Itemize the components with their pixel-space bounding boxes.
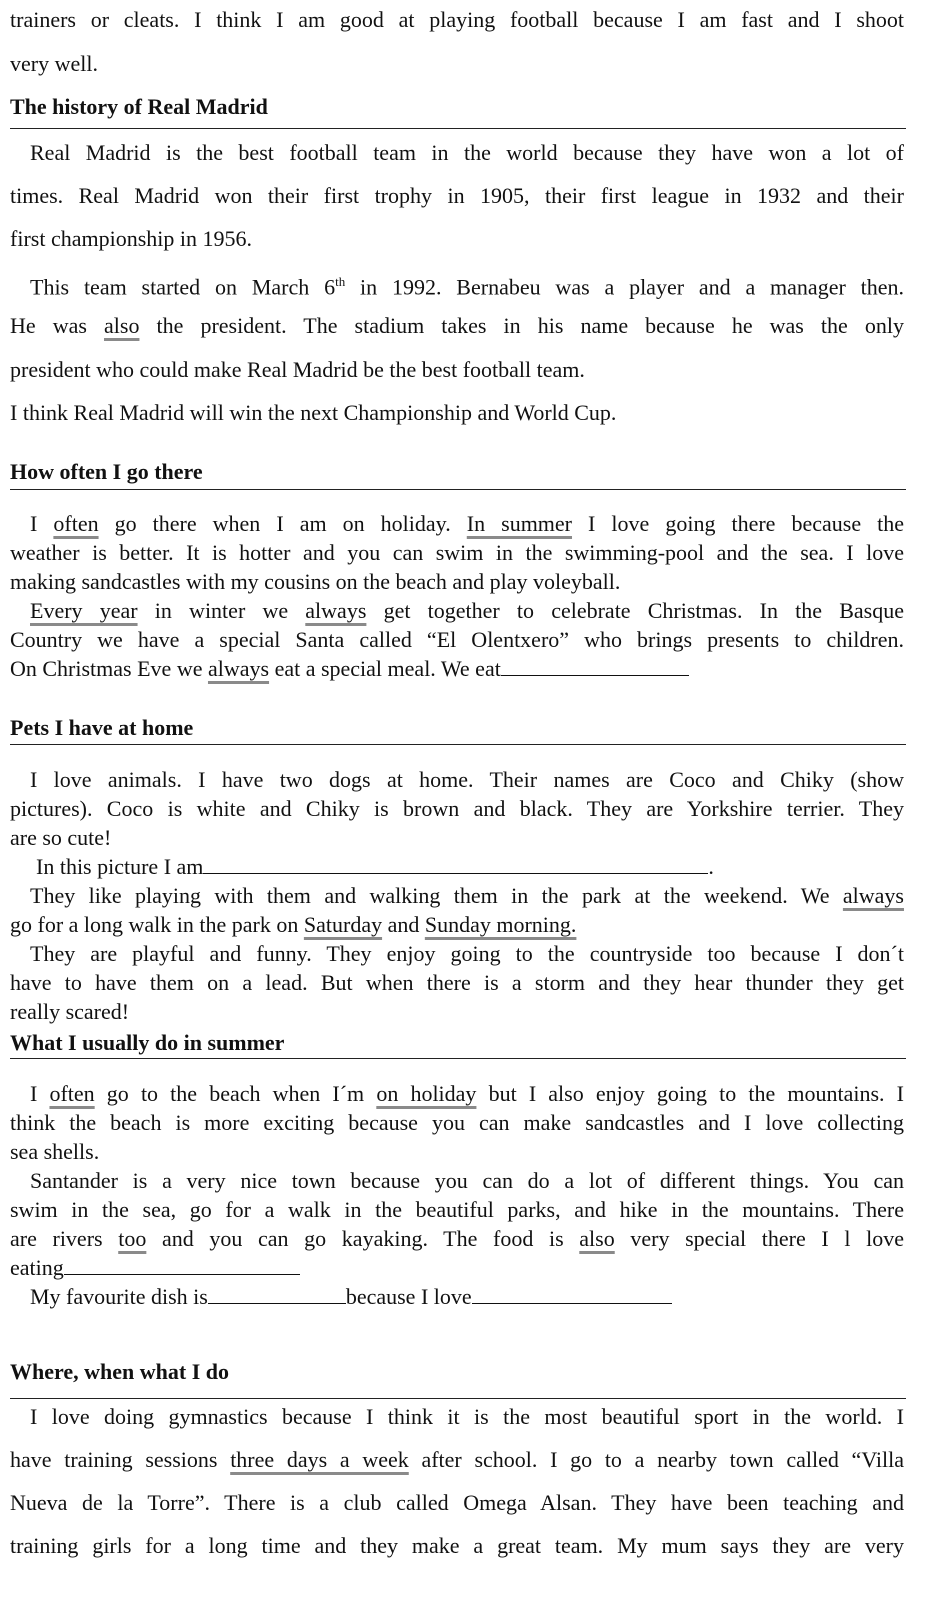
paragraph-line: have training sessions three days a week after school. I go to a nearby town called “Villa — [10, 1447, 904, 1472]
paragraph-line: training girls for a long time and they make a great team. My mum says they are very — [10, 1533, 904, 1558]
section-heading-summer: What I usually do in summer — [10, 1030, 285, 1055]
highlighted-word: Saturday — [303, 912, 383, 937]
paragraph-line: I love animals. I have two dogs at home. Their names are Coco and Chiky (show — [30, 767, 904, 792]
highlighted-word: Sunday morning. — [424, 912, 577, 937]
paragraph-line: times. Real Madrid won their first trophy in 1905, their first league in 1932 and their — [10, 183, 904, 208]
paragraph-line: Real Madrid is the best football team in the world because they have won a lot of — [30, 140, 904, 165]
paragraph-line: Santander is a very nice town because you can do a lot of different things. You can — [30, 1168, 904, 1193]
highlighted-word: always — [842, 883, 904, 908]
fill-in-blank[interactable] — [472, 1285, 672, 1304]
paragraph-line: pictures). Coco is white and Chiky is brown and black. They are Yorkshire terrier. They — [10, 796, 904, 821]
highlighted-word: on holiday — [376, 1081, 477, 1106]
fill-in-blank[interactable] — [203, 855, 708, 874]
fill-in-blank[interactable] — [501, 657, 689, 676]
section-divider — [10, 1058, 906, 1059]
paragraph-line: sea shells. — [10, 1139, 100, 1164]
paragraph-line: very well. — [10, 51, 98, 76]
paragraph-line: weather is better. It is hotter and you can swim in the swimming-pool and the sea. I love — [10, 540, 904, 565]
paragraph-line: are so cute! — [10, 825, 112, 850]
paragraph-line: In this picture I am . — [36, 854, 714, 879]
section-heading-history: The history of Real Madrid — [10, 94, 268, 119]
paragraph-line: They are playful and funny. They enjoy going to the countryside too because I don´t — [30, 941, 904, 966]
paragraph-line: swim in the sea, go for a walk in the beautiful parks, and hike in the mountains. There — [10, 1197, 904, 1222]
paragraph-line: Every year in winter we always get together to celebrate Christmas. In the Basque — [30, 598, 905, 623]
paragraph-line: are rivers too and you can go kayaking. The food is also very special there I l love — [10, 1226, 904, 1251]
paragraph-line: Nueva de la Torre”. There is a club called Omega Alsan. They have been teaching and — [10, 1490, 904, 1515]
paragraph-line: I love doing gymnastics because I think it is the most beautiful sport in the world. I — [30, 1404, 904, 1429]
paragraph-line: On Christmas Eve we always eat a special meal. We eat — [10, 656, 904, 682]
paragraph-line: Country we have a special Santa called “El Olentxero” who brings presents to children. — [10, 627, 904, 652]
paragraph-line: president who could make Real Madrid be the best football team. — [10, 357, 585, 382]
section-divider — [10, 744, 906, 745]
paragraph-line: really scared! — [10, 999, 130, 1024]
section-heading-pets: Pets I have at home — [10, 715, 194, 740]
paragraph-line: I often go there when I am on holiday. In summer I love going there because the — [30, 511, 905, 536]
paragraph-line: trainers or cleats. I think I am good at playing football because I am fast and I shoot — [10, 7, 904, 32]
paragraph-line: have to have them on a lead. But when there is a storm and they hear thunder they get — [10, 970, 904, 995]
paragraph-line: I think Real Madrid will win the next Championship and World Cup. — [10, 400, 617, 425]
paragraph-line: This team started on March 6th in 1992. Bernabeu was a player and a manager then. — [30, 274, 904, 300]
paragraph-line: He was also the president. The stadium takes in his name because he was the only — [10, 313, 904, 338]
section-divider — [10, 489, 906, 490]
highlighted-word: also — [104, 313, 140, 338]
highlighted-word: too — [118, 1226, 147, 1251]
highlighted-word: always — [305, 598, 367, 623]
paragraph-line: think the beach is more exciting because you can make sandcastles and I love collecting — [10, 1110, 904, 1135]
paragraph-line: eating — [10, 1255, 904, 1281]
highlighted-word: Every year — [30, 598, 138, 623]
highlighted-word: In summer — [466, 511, 573, 536]
section-divider — [10, 1398, 906, 1399]
paragraph-line: I often go to the beach when I´m on holiday but I also enjoy going to the mountains. I — [30, 1081, 904, 1106]
paragraph-line: first championship in 1956. — [10, 226, 252, 251]
highlighted-word: three days a week — [230, 1447, 409, 1472]
highlighted-word: often — [49, 1081, 95, 1106]
fill-in-blank[interactable] — [64, 1256, 300, 1275]
section-divider — [10, 128, 906, 129]
paragraph-line: My favourite dish is because I love — [30, 1284, 904, 1310]
highlighted-word: also — [579, 1226, 615, 1251]
paragraph-line: They like playing with them and walking them in the park at the weekend. We always — [30, 883, 904, 908]
paragraph-line: making sandcastles with my cousins on the beach and play voleyball. — [10, 569, 621, 594]
paragraph-line: go for a long walk in the park on Saturday and Sunday morning. — [10, 912, 577, 937]
fill-in-blank[interactable] — [208, 1285, 346, 1304]
section-heading-where-when: Where, when what I do — [10, 1359, 230, 1384]
section-heading-how-often: How often I go there — [10, 459, 203, 484]
highlighted-word: often — [53, 511, 99, 536]
highlighted-word: always — [207, 656, 270, 681]
